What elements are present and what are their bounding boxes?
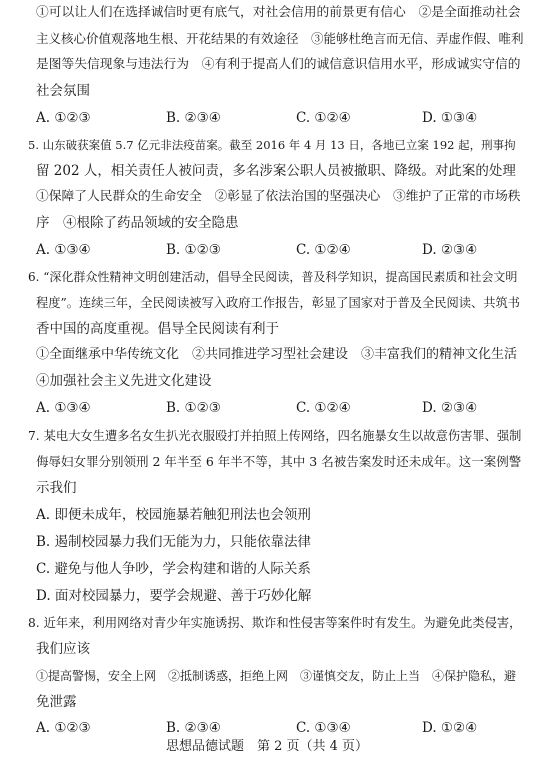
q7-option-a[interactable]: A. 即便未成年，校园施暴若触犯刑法也会领刑 <box>36 507 311 523</box>
q6-option-c[interactable]: C. ①②④ <box>296 400 351 416</box>
q4-statement-line-1: ①可以让人们在选择诚信时更有底气，对社会信用的前景更有信心 ②是全面推动社会 <box>36 5 521 20</box>
q4-option-c[interactable]: C. ①②④ <box>296 110 351 126</box>
q7-stem-line-1: 7. 某电大女生遭多名女生扒光衣服殴打并拍照上传网络，四名施暴女生以故意伤害罪、强制 <box>28 429 522 443</box>
q7-stem-line-2: 侮辱妇女罪分别领刑 2 年半至 6 年半不等，其中 3 名被告案发时还未成年。这一案例警 <box>36 454 522 469</box>
q8-option-d[interactable]: D. ①②④ <box>422 720 478 736</box>
q4-option-a[interactable]: A. ①②③ <box>36 110 91 126</box>
q6-statement-line-1: ①全面继承中华传统文化 ②共同推进学习型社会建设 ③丰富我们的精神文化生活 <box>36 347 518 362</box>
q4-statement-line-2: 主义核心价值观落地生根、开花结果的有效途径 ③能够杜绝言而无信、弄虚作假、唯利 <box>36 31 524 46</box>
q5-option-a[interactable]: A. ①③④ <box>36 242 91 258</box>
q8-option-c[interactable]: C. ①③④ <box>296 720 351 736</box>
q5-stem-line-2: 留 202 人，相关责任人被问责，多名涉案公职人员被撤职、降级。对此案的处理 <box>36 163 516 179</box>
q6-option-a[interactable]: A. ①③④ <box>36 400 91 416</box>
q8-stem-line-1: 8. 近年来，利用网络对青少年实施诱拐、欺诈和性侵害等案件时有发生。为避免此类侵害， <box>28 616 522 630</box>
q8-statement-line-1: ①提高警惕，安全上网 ②抵制诱惑，拒绝上网 ③谨慎交友，防止上当 ④保护隐私，避 <box>36 669 517 683</box>
q4-option-b[interactable]: B. ②③④ <box>166 110 221 126</box>
q8-statement-line-2: 免泄露 <box>36 694 77 710</box>
q7-option-d[interactable]: D. 面对校园暴力，要学会规避、善于巧妙化解 <box>36 588 312 604</box>
q5-option-b[interactable]: B. ①②③ <box>166 242 221 258</box>
page-footer: 思想品德试题 第 2 页（共 4 页） <box>165 739 369 754</box>
q4-option-d[interactable]: D. ①③④ <box>422 110 478 126</box>
q5-statement-line-1: ①保障了人民群众的生命安全 ②彰显了依法治国的坚强决心 ③维护了正常的市场秩 <box>36 189 521 204</box>
q6-stem-line-3: 香中国的高度重视。倡导全民阅读有利于 <box>36 321 279 337</box>
q8-option-a[interactable]: A. ①②③ <box>36 720 91 736</box>
q7-stem-line-3: 示我们 <box>36 480 77 496</box>
q6-option-b[interactable]: B. ①②③ <box>166 400 221 416</box>
q5-option-d[interactable]: D. ②③④ <box>422 242 478 258</box>
q6-stem-line-1: 6. “深化群众性精神文明创建活动，倡导全民阅读，普及科学知识，提高国民素质和社会文明 <box>28 270 518 284</box>
q6-statement-line-2: ④加强社会主义先进文化建设 <box>36 373 212 389</box>
q5-statement-line-2: 序 ④根除了药品领域的安全隐患 <box>36 215 239 231</box>
q6-stem-line-2: 程度”。连续三年，全民阅读被写入政府工作报告，彰显了国家对于普及全民阅读、共筑书 <box>36 296 521 310</box>
q8-stem-line-2: 我们应该 <box>36 641 90 657</box>
q5-stem-line-1: 5. 山东破获案值 5.7 亿元非法疫苗案。截至 2016 年 4 月 13 日，各地已立案 192 起，刑事拘 <box>28 138 516 152</box>
q4-statement-line-3: 是图等失信现象与违法行为 ④有利于提高人们的诚信意识信用水平，形成诚实守信的 <box>36 57 521 72</box>
q4-statement-line-4: 社会氛围 <box>36 83 90 99</box>
q7-option-b[interactable]: B. 遏制校园暴力我们无能为力，只能依靠法律 <box>36 534 312 550</box>
q8-option-b[interactable]: B. ②③④ <box>166 720 221 736</box>
q5-option-c[interactable]: C. ①②④ <box>296 242 351 258</box>
q7-option-c[interactable]: C. 避免与他人争吵，学会构建和谐的人际关系 <box>36 561 311 577</box>
q6-option-d[interactable]: D. ②③④ <box>422 400 478 416</box>
